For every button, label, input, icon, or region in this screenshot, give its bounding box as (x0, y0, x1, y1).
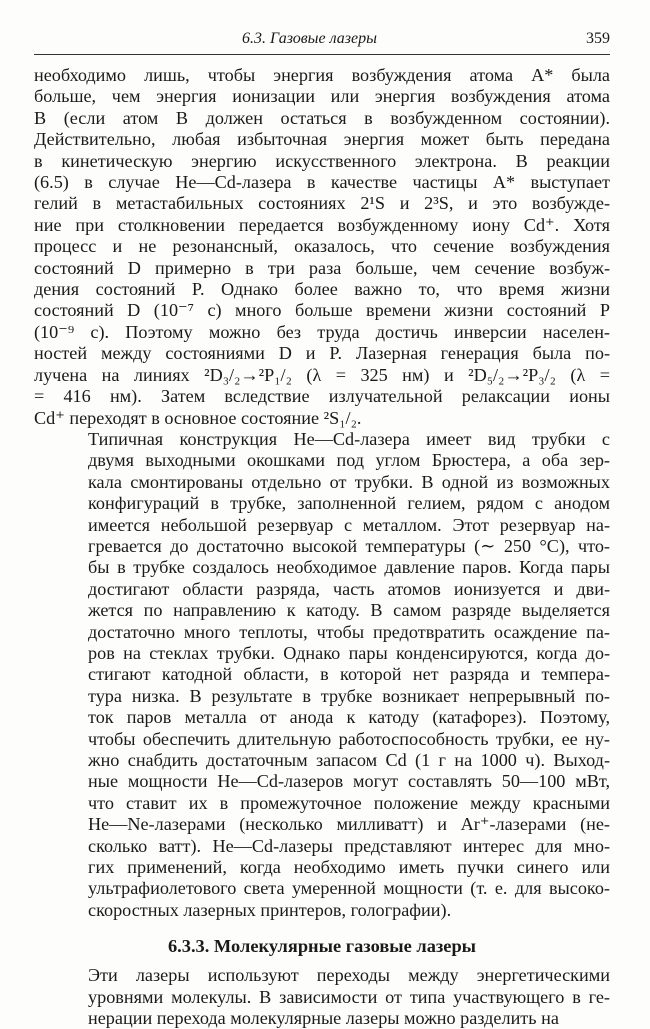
text-line: Эти лазеры используют переходы между энергетическими (88, 965, 610, 986)
running-header (34, 28, 610, 55)
text-line: жно снабдить достаточным запасом Cd (1 г на 1000 ч). Выход- (88, 750, 610, 770)
text-line: в кинетическую энергию искусственного электрона. В реакции (34, 150, 610, 171)
text-line: гих применений, когда необходимо иметь пучки синего или (88, 857, 610, 878)
text-line: Действительно, любая избыточная энергия может быть передана (34, 129, 610, 150)
paragraph-3 (34, 965, 610, 1029)
text-line: Типичная конструкция He—Cd-лазера имеет вид трубки с (88, 428, 610, 449)
paragraph-2 (34, 429, 610, 921)
text-line: конфигураций в трубке, заполненной гелием, рядом с анодом (88, 493, 610, 514)
text-line: гревается до достаточно высокой температуры (∼ 250 °C), что- (88, 535, 610, 556)
text-line: чтобы обеспечить длительную работоспособность трубки, ее ну- (88, 728, 610, 749)
text-line: процесс и не резонансный, оказалось, что сечение возбуждения (34, 236, 610, 257)
text-line: двумя выходными окошками под углом Брюстера, а оба зер- (88, 450, 610, 471)
text-line: нерации перехода молекулярные лазеры можно разделить на (88, 1008, 559, 1029)
running-title: 6.3. Газовые лазеры (242, 30, 377, 47)
text-line: ные мощности He—Cd-лазеров могут составлять 50—100 мВт, (88, 771, 610, 792)
text-line: ультрафиолетового света умеренной мощности (т. е. для высоко- (88, 878, 610, 899)
text-line: (10⁻⁹ с). Поэтому можно без труда достичь инверсии населен- (34, 321, 610, 342)
text-line: что ставит их в промежуточное положение между красными (88, 792, 610, 813)
text-line: уровнями молекулы. В зависимости от типа участвующего в ге- (88, 986, 610, 1007)
text-line: достигают области разряда, часть атомов ионизуется и дви- (88, 578, 610, 599)
text-line: B (если атом B должен остаться в возбужденном состоянии). (34, 107, 610, 128)
text-line: ние при столкновении передается возбужденному иону Cd⁺. Хотя (34, 214, 610, 235)
text-line: дения состояний P. Однако более важно то, что время жизни (34, 279, 610, 300)
text-line: Cd⁺ переходят в основное состояние ²S₁/₂. (34, 407, 362, 428)
text-line: стигают катодной области, в которой нет разряда и темпера- (88, 664, 610, 685)
text-line: лучена на линиях ²D₃/₂→²P₁/₂ (λ = 325 нм) и ²D₅/₂→²P₃/₂ (λ = (34, 364, 610, 385)
text-line: скоростных лазерных принтеров, голографии). (88, 899, 452, 920)
text-line: тура низка. В результате в трубке возникает непрерывный по- (88, 685, 610, 706)
text-line: бы в трубке создалось необходимое давление паров. Когда пары (88, 557, 610, 578)
text-line: сколько ватт). He—Cd-лазеры представляют интерес для мно- (88, 835, 610, 856)
text-line: гелий в метастабильных состояниях 2¹S и 2³S, и это возбужде- (34, 193, 610, 214)
text-line: ностей между состояниями D и P. Лазерная генерация была по- (34, 343, 610, 364)
page-number: 359 (586, 30, 610, 47)
body-text (34, 65, 610, 1029)
text-line: ров на стеклах трубки. Однако пары конденсируются, когда до- (88, 642, 610, 663)
text-line: He—Ne-лазерами (несколько милливатт) и Ar⁺-лазерами (не- (88, 814, 610, 835)
text-line: достаточно много теплоты, чтобы предотвратить осаждение па- (88, 621, 610, 642)
text-line: состояний D примерно в три раза больше, чем сечение возбуж- (34, 257, 610, 278)
text-line: состояний D (10⁻⁷ с) много больше времени жизни состояний P (34, 300, 610, 321)
section-heading: 6.3.3. Молекулярные газовые лазеры (167, 936, 477, 957)
text-line: имеется небольшой резервуар с металлом. Этот резервуар на- (88, 514, 610, 535)
text-line: ток паров металла от анода к катоду (катафорез). Поэтому, (88, 707, 610, 728)
text-line: = 416 нм). Затем вследствие излучательной релаксации ионы (34, 386, 610, 407)
text-line: больше, чем энергия ионизации или энергия возбуждения атома (34, 86, 610, 107)
text-line: необходимо лишь, чтобы энергия возбуждения атома A* была (34, 65, 610, 85)
text-line: (6.5) в случае He—Cd-лазера в качестве частицы A* выступает (34, 172, 610, 193)
paragraph-1 (34, 65, 610, 429)
text-line: кала смонтированы отдельно от трубки. В одной из возможных (88, 471, 610, 492)
text-line: жется по направлению к катоду. В самом разряде выделяется (88, 600, 610, 621)
